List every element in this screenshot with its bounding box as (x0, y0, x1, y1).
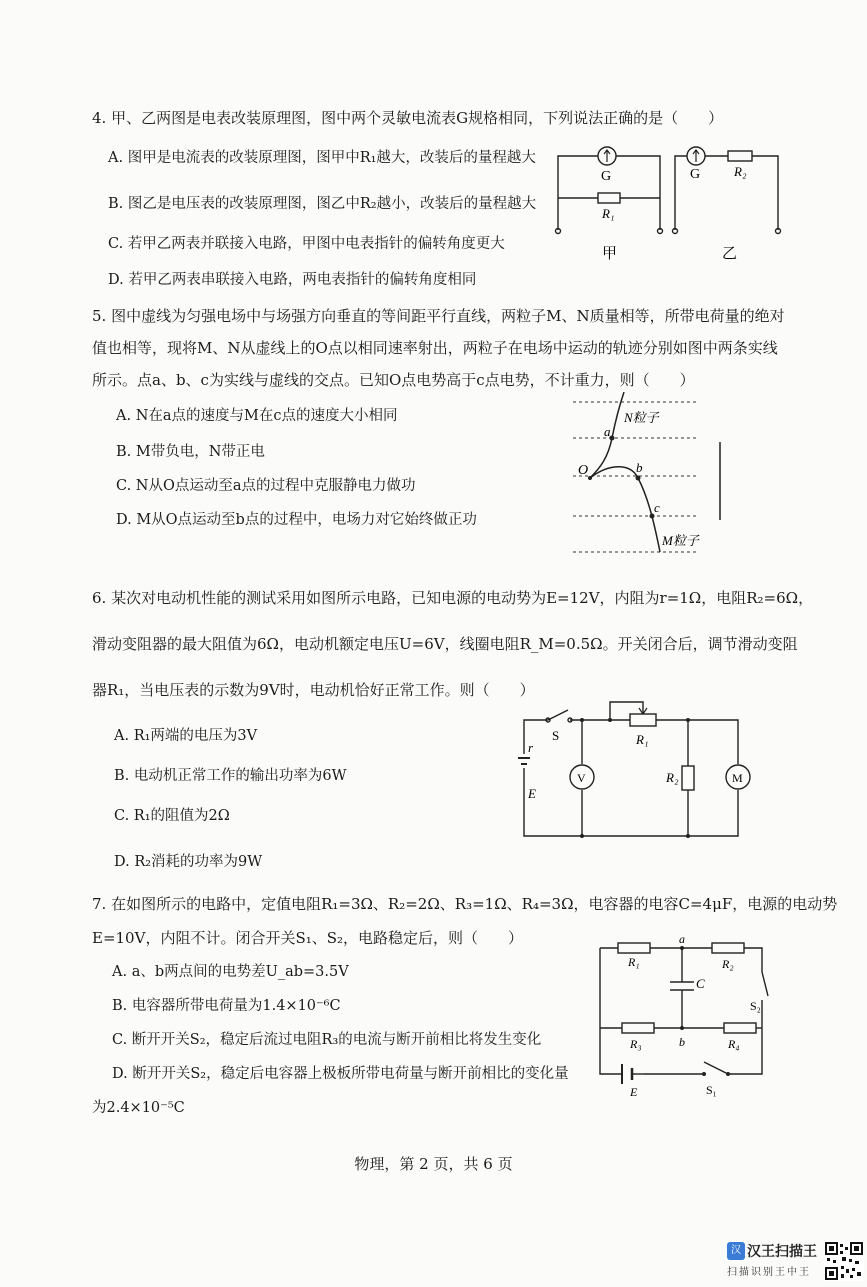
q6-motor-label: M (732, 771, 743, 785)
q4-option-d: D. 若甲乙两表串联接入电路，两电表指针的偏转角度相同 (108, 272, 477, 288)
q7-option-a: A. a、b两点间的电势差U_ab=3.5V (112, 964, 349, 980)
q4-r1-label: R₁ (602, 206, 615, 221)
q6-option-a: A. R₁两端的电压为3V (114, 728, 258, 744)
q4-option-b: B. 图乙是电压表的改装原理图，图乙中R₂越小，改装后的量程越大 (108, 196, 537, 212)
q5-o-label: O (578, 463, 589, 478)
q4-g-label-jia: G (601, 169, 612, 184)
q6-r2-label: R₂ (666, 770, 679, 785)
q7-r2-label: R₂ (722, 957, 734, 971)
q7-r3-label: R₃ (630, 1037, 642, 1051)
q7-s2-label: S₂ (750, 999, 761, 1013)
q7-option-d-cont: 为2.4×10⁻⁵C (92, 1100, 185, 1116)
q6-option-d: D. R₂消耗的功率为9W (114, 854, 263, 870)
q6-s-label: S (552, 728, 560, 743)
q5-stem-line-1: 5. 图中虚线为匀强电场中与场强方向垂直的等间距平行直线，两粒子M、N质量相等，所带电荷量的绝对 (92, 307, 785, 325)
q4-option-c: C. 若甲乙两表并联接入电路，甲图中电表指针的偏转角度更大 (108, 236, 505, 252)
q6-option-b: B. 电动机正常工作的输出功率为6W (114, 768, 347, 784)
q4-caption-jia: 甲 (602, 246, 618, 262)
q7-r4-label: R₄ (728, 1037, 740, 1051)
q5-option-d: D. M从O点运动至b点的过程中，电场力对它始终做正功 (116, 512, 477, 528)
q5-a-label: a (604, 424, 611, 439)
scanner-app-name: 汉王扫描王 (747, 1244, 817, 1260)
q5-b-label: b (636, 460, 643, 475)
q6-option-c: C. R₁的阻值为2Ω (114, 808, 230, 824)
q7-s1-label: S₁ (706, 1083, 717, 1097)
q6-r1-label: R₁ (636, 732, 649, 747)
q7-r1-label: R₁ (628, 955, 640, 969)
q5-figure (568, 392, 728, 562)
q5-option-c: C. N从O点运动至a点的过程中克服静电力做功 (116, 478, 416, 494)
q7-option-d: D. 断开开关S₂，稳定后电容器上极板所带电荷量与断开前相比的变化量 (112, 1066, 569, 1082)
q4-r2-label: R₂ (734, 164, 747, 179)
q6-figure (518, 694, 768, 844)
scanner-watermark (727, 1241, 823, 1283)
q6-stem-line-2: 滑动变阻器的最大阻值为6Ω，电动机额定电压U=6V，线圈电阻R_M=0.5Ω。开关闭合后，调节滑动变阻 (92, 635, 798, 653)
page-footer: 物理，第 2 页，共 6 页 (354, 1155, 513, 1173)
q5-stem-line-2: 值也相等，现将M、N从虚线上的O点以相同速率射出，两粒子在电场中运动的轨迹分别如图中两条实线 (92, 339, 778, 357)
scanner-logo-icon: 汉 (727, 1242, 745, 1260)
q5-option-a: A. N在a点的速度与M在c点的速度大小相同 (116, 408, 398, 424)
q4-g-label-yi: G (690, 167, 701, 182)
q7-option-c: C. 断开开关S₂，稳定后流过电阻R₃的电流与断开前相比将发生变化 (112, 1032, 542, 1048)
q7-figure (592, 932, 777, 1102)
qr-code-icon (824, 1241, 864, 1281)
q5-n-particle-label: N粒子 (624, 410, 659, 425)
q4-stem: 4. 甲、乙两图是电表改装原理图，图中两个灵敏电流表G规格相同，下列说法正确的是（ ） (92, 109, 724, 127)
q7-b-label: b (679, 1035, 685, 1049)
q7-a-label: a (679, 932, 685, 946)
q7-stem-line-2: E=10V，内阻不计。闭合开关S₁、S₂，电路稳定后，则（ ） (92, 929, 524, 947)
scanner-slogan: 扫描识别王中王 (727, 1267, 811, 1278)
q5-stem-line-3: 所示。点a、b、c为实线与虚线的交点。已知O点电势高于c点电势，不计重力，则（ ） (92, 371, 695, 389)
q6-e-label: E (528, 786, 536, 801)
q6-r-label: r (528, 740, 534, 755)
q7-e-label: E (630, 1085, 638, 1099)
q7-option-b: B. 电容器所带电荷量为1.4×10⁻⁶C (112, 998, 341, 1014)
q5-m-particle-label: M粒子 (662, 533, 699, 548)
q4-option-a: A. 图甲是电流表的改装原理图，图甲中R₁越大，改装后的量程越大 (108, 150, 536, 166)
q6-stem-line-3: 器R₁，当电压表的示数为9V时，电动机恰好正常工作。则（ ） (92, 681, 535, 699)
q7-c-label: C (696, 976, 705, 991)
q6-voltmeter-label: V (577, 771, 586, 785)
q4-figure (550, 140, 790, 265)
q4-caption-yi: 乙 (722, 246, 738, 262)
q5-option-b: B. M带负电，N带正电 (116, 444, 265, 460)
q7-stem-line-1: 7. 在如图所示的电路中，定值电阻R₁=3Ω、R₂=2Ω、R₃=1Ω、R₄=3Ω，电容器的电容C=4μF，电源的电动势 (92, 895, 838, 913)
q6-stem-line-1: 6. 某次对电动机性能的测试采用如图所示电路，已知电源的电动势为E=12V，内阻为r=1Ω，电阻R₂=6Ω， (92, 589, 814, 607)
q5-c-label: c (654, 500, 660, 515)
